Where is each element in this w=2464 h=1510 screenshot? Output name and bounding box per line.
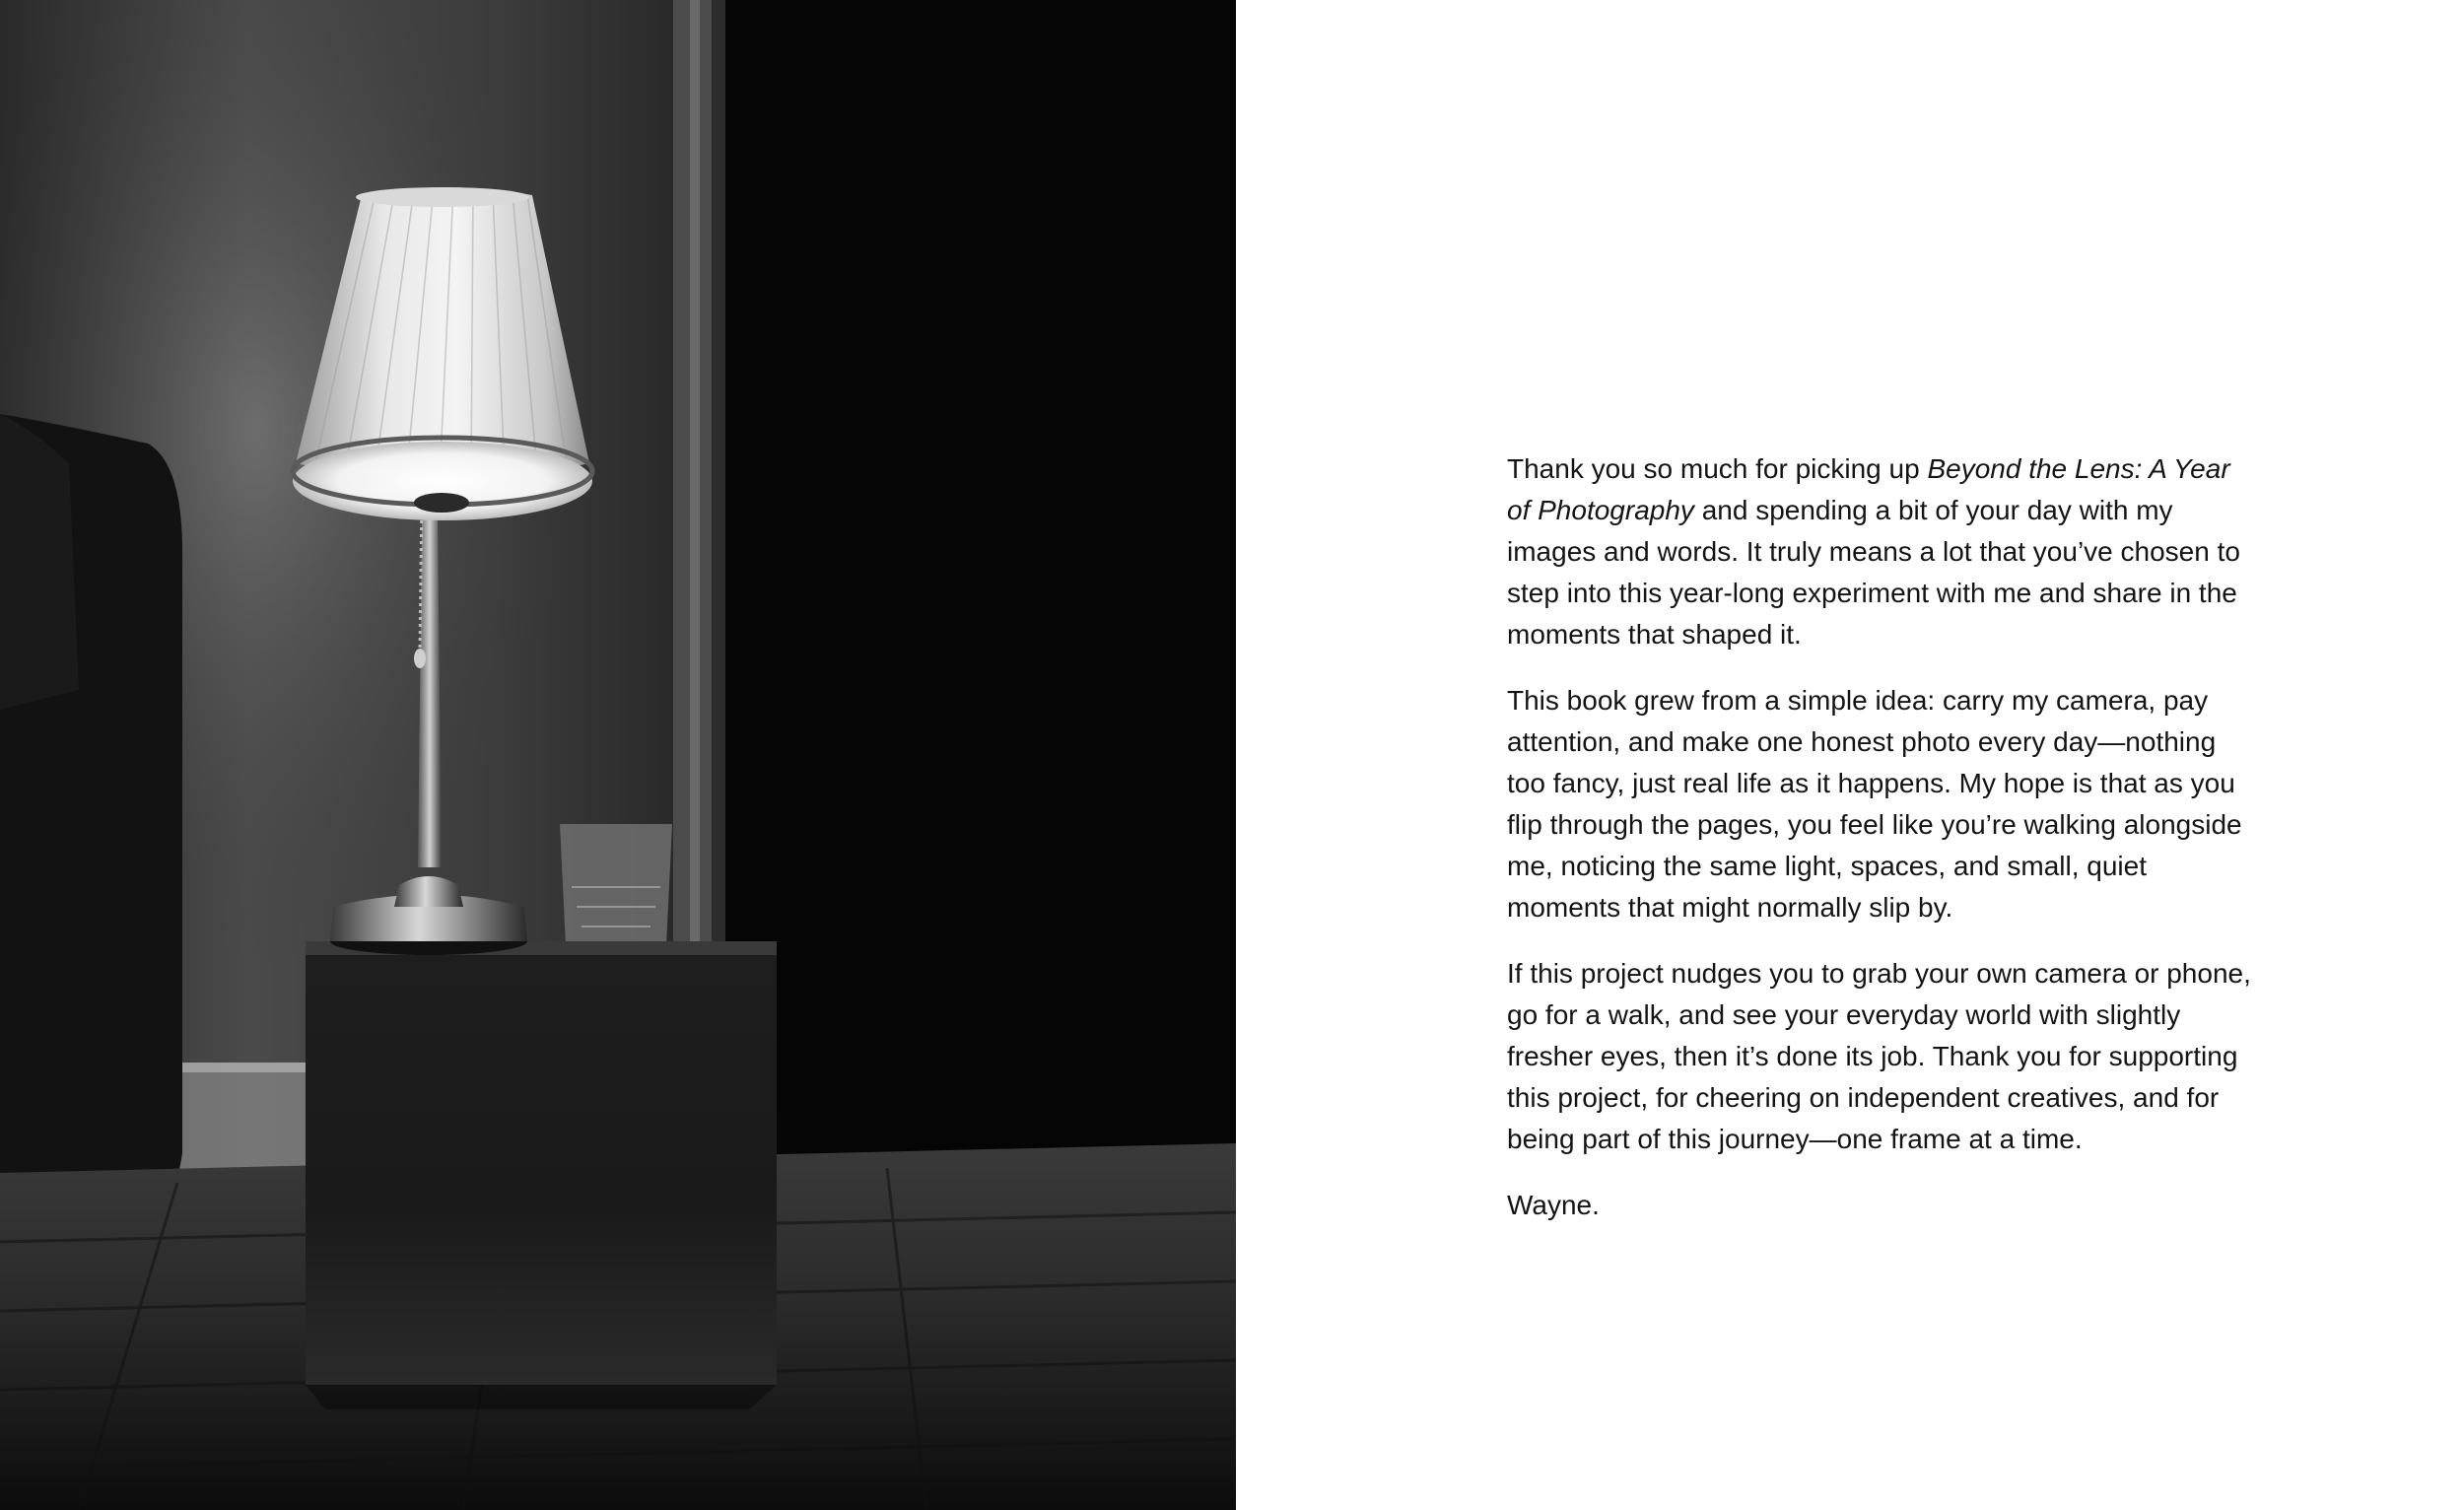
- paragraph-1-lead: Thank you so much for picking up: [1507, 453, 1928, 484]
- letter-paragraph-3: If this project nudges you to grab your own camera or phone, go for a walk, and see your everyday world with slightly fresher eyes, then it’s done its job. Thank you for supporting this project, for cheering on independent creatives, and for being part of this journey—one frame at a time.: [1507, 958, 2251, 1154]
- signature: Wayne.: [1507, 1190, 1600, 1220]
- letter-paragraph-2: This book grew from a simple idea: carry my camera, pay attention, and make one honest photo every day—nothing too fancy, just real life as it happens. My hope is that as you flip through the pages, you feel like you’re walking alongside me, noticing the same light, spaces, and small, quiet moments that might normally slip by.: [1507, 685, 2242, 923]
- author-letter: [1507, 448, 2256, 1251]
- letter-paragraph-1: [1507, 448, 2256, 655]
- paragraph-1-rest: and spending a bit of your day with my images and words. It truly means a lot that you’ve chosen to step into this year-long experiment with me and share in the moments that shaped it.: [1507, 495, 2240, 650]
- text-page: [1236, 0, 2464, 1510]
- book-title: Beyond the Lens: A Year of Photography: [1507, 453, 2230, 525]
